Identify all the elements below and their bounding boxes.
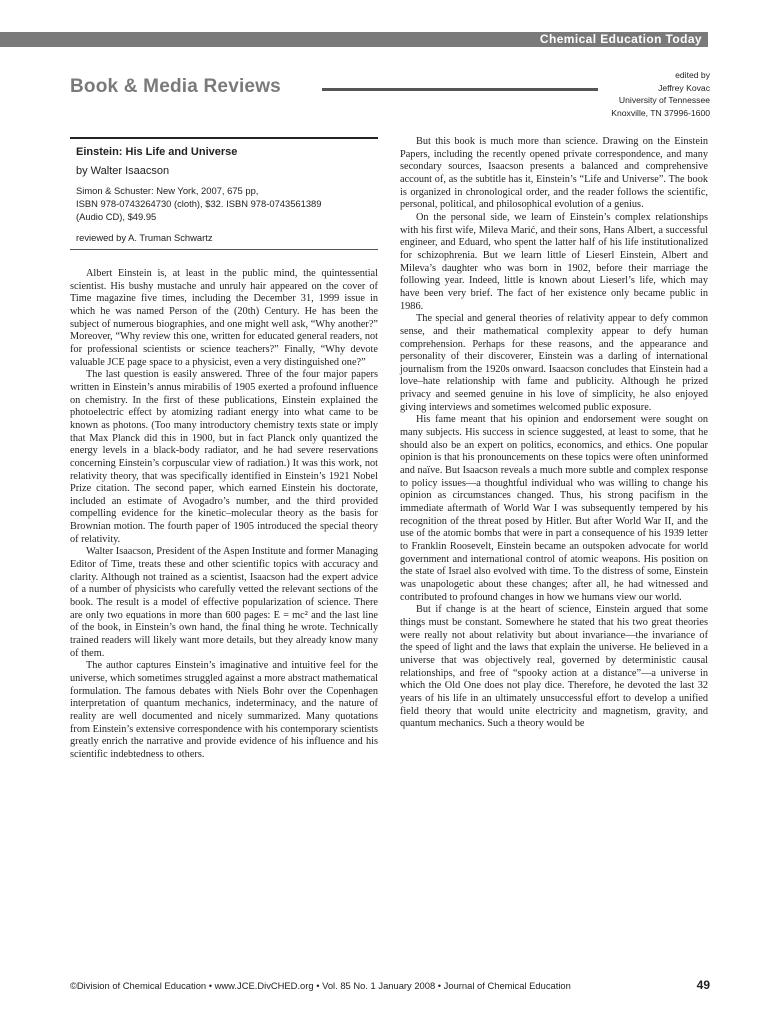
paragraph: On the personal side, we learn of Einstein’s complex relationships with his first wife, Mileva Marić, and their sons, Hans Albert, a successful engineer, and Eduard, who spent the latter half of his life institutionalized for schizophrenia. But we learn little of Lieserl Einstein, Albert and Mileva’s daughter who was born in 1902, before their marriage the following year. Indeed, little is known about Lieserl’s life, which may have been very brief. The fact of her existence only became public in 1986.: [400, 211, 708, 312]
paragraph: The last question is easily answered. Three of the four major papers written in Einstein’s annus mirabilis of 1905 exerted a profound influence on chemistry. In the first of these publications, Einstein explained the photoelectric effect by atomizing radiant energy into what came to be known as photons. (Too many introductory chemistry texts state or imply that Max Planck did this in 1900, but in fact Planck only quantized the energy levels in a black-body radiator, and he had severe reservations concerning Einstein’s corpuscular view of radiation.) It was this work, not relativity theory, that was specifically identified in Einstein’s 1921 Nobel Prize citation. The second paper, which earned Einstein his doctorate, included an estimate of Avogadro’s number, and the third provided compelling evidence for the kinetic–molecular theory as the basis for Brownian motion. The fourth paper of 1905 introduced the special theory of relativity.: [70, 369, 378, 545]
paragraph: But if change is at the heart of science, Einstein argued that some things must be constant. Somewhere he stated that his two great theories were really not about relativity but about invariance—the invariance of the speed of light and the laws that explain the universe. He believed in a universe that was objectively real, governed by deterministic causal relationships, and free of “spooky action at a distance”—a universe in which the Old One does not play dice. Therefore, he devoted the last 32 years of his life in an ultimately unsuccessful effort to develop a unified field theory that would unite electricity and magnetism, gravity, and quantum mechanics. Such a theory would be: [400, 604, 708, 730]
editor-block: [611, 69, 710, 119]
journal-banner: Chemical Education Today: [0, 32, 708, 47]
page-number: 49: [696, 978, 710, 992]
title-rule: [322, 88, 598, 91]
price-line: (Audio CD), $49.95: [76, 211, 157, 222]
reviewer: reviewed by A. Truman Schwartz: [76, 232, 213, 243]
paragraph: But this book is much more than science. Drawing on the Einstein Papers, including the recently opened private correspondence, and many secondary sources, Isaacson presents a balanced and comprehensive account of, as the subtitle has it, Einstein’s “Life and Universe”. The book is organized in chronological order, and the reader follows the scientific, personal, political, and philosophical evolution of a genius.: [400, 136, 708, 211]
editor-address: Knoxville, TN 37996-1600: [611, 107, 710, 118]
paragraph: His fame meant that his opinion and endorsement were sought on many subjects. His success in science suggested, at least to some, that he should also be an expert on politics, economics, and ethics. One popular opinion is that his pronouncements on these topics were often uninformed and naïve. But Isaacson reveals a much more subtle and complex response to policy issues—a thoughtful individual who was willing to change his opinion as circumstances changed. Thus, his strong pacifism in the immediate aftermath of World War I was subsequently tempered by his recognition of the threat posed by Hitler. But after World War II, and the use of the atomic bombs that were in part a consequence of his 1939 letter to Franklin Roosevelt, Einstein became an outspoken advocate for world government and international control of atomic weapons. His position on the state of Israel also evolved with time. To the distress of some, Einstein was unapologetic about these changes; after all, he had witnessed and contributed to profound changes in how we humans view our world.: [400, 414, 708, 603]
paragraph: The author captures Einstein’s imaginative and intuitive feel for the universe, which sometimes struggled against a more abstract mathematical formulation. The famous debates with Niels Bohr over the Copenhagen interpretation of quantum mechanics, indeterminacy, and the nature of reality are well documented and nicely summarized. Many quotations from Einstein’s extensive correspondence with his contemporary scientists greatly enrich the narrative and provide evidence of his influence and his scientific indebtedness to others.: [70, 660, 378, 760]
right-column: [400, 136, 708, 731]
editor-affiliation: University of Tennessee: [618, 95, 710, 106]
section-title: Book & Media Reviews: [70, 76, 281, 97]
book-title: Einstein: His Life and Universe: [76, 146, 238, 158]
isbn-line: ISBN 978-0743264730 (cloth), $32. ISBN 978-0743561389: [76, 198, 322, 209]
paragraph: Walter Isaacson, President of the Aspen Institute and former Managing Editor of Time, treats these and other scientific topics with accuracy and clarity. Although not trained as a scientist, Isaacson had the expert advice of a number of physicists who carefully vetted the relevant sections of the book. The result is a model of effective popularization of science. There are only two equations in more than 600 pages: E = mc² and the last line of the book, in Einstein’s own hand, the final thing he wrote. Technically trained readers will likely want more details, but they already know many of them.: [70, 546, 378, 659]
footer-citation: ©Division of Chemical Education • www.JCE.DivCHED.org • Vol. 85 No. 1 January 2008 • Journal of Chemical Education: [70, 980, 571, 991]
publisher-line: Simon & Schuster: New York, 2007, 675 pp,: [76, 185, 259, 196]
editor-line: edited by: [675, 70, 710, 80]
editor-name: Jeffrey Kovac: [658, 82, 710, 93]
paragraph: Albert Einstein is, at least in the public mind, the quintessential scientist. His bushy mustache and unruly hair appeared on the cover of Time magazine five times, including the December 31, 1999 issue in which he was named Person of the (20th) Century. He has been the subject of numerous biographies, and one might well ask, “Why another?” Moreover, “Why review this one, written for educated general readers, not for professional scientists or science teachers?” Finally, “Why devote valuable JCE page space to a physicist, even a very distinguished one?”: [70, 268, 378, 368]
publisher-info: [76, 184, 378, 223]
left-column: [70, 268, 378, 762]
paragraph: The special and general theories of relativity appear to defy common sense, and their mathematical complexity appear to defy human comprehension. Perhaps for these reasons, and the appearance and personality of their discoverer, Einstein was a darling of international journalism from the 1920s onward. Isaacson concludes that Einstein had a love–hate relationship with fame and publicity. Although he prized privacy and seemed genuine in his love of simplicity, he also enjoyed giving interviews and sometimes welcomed public exposure.: [400, 313, 708, 413]
book-author: by Walter Isaacson: [76, 165, 170, 177]
book-info-box: [70, 137, 378, 250]
page-footer: [70, 980, 710, 991]
